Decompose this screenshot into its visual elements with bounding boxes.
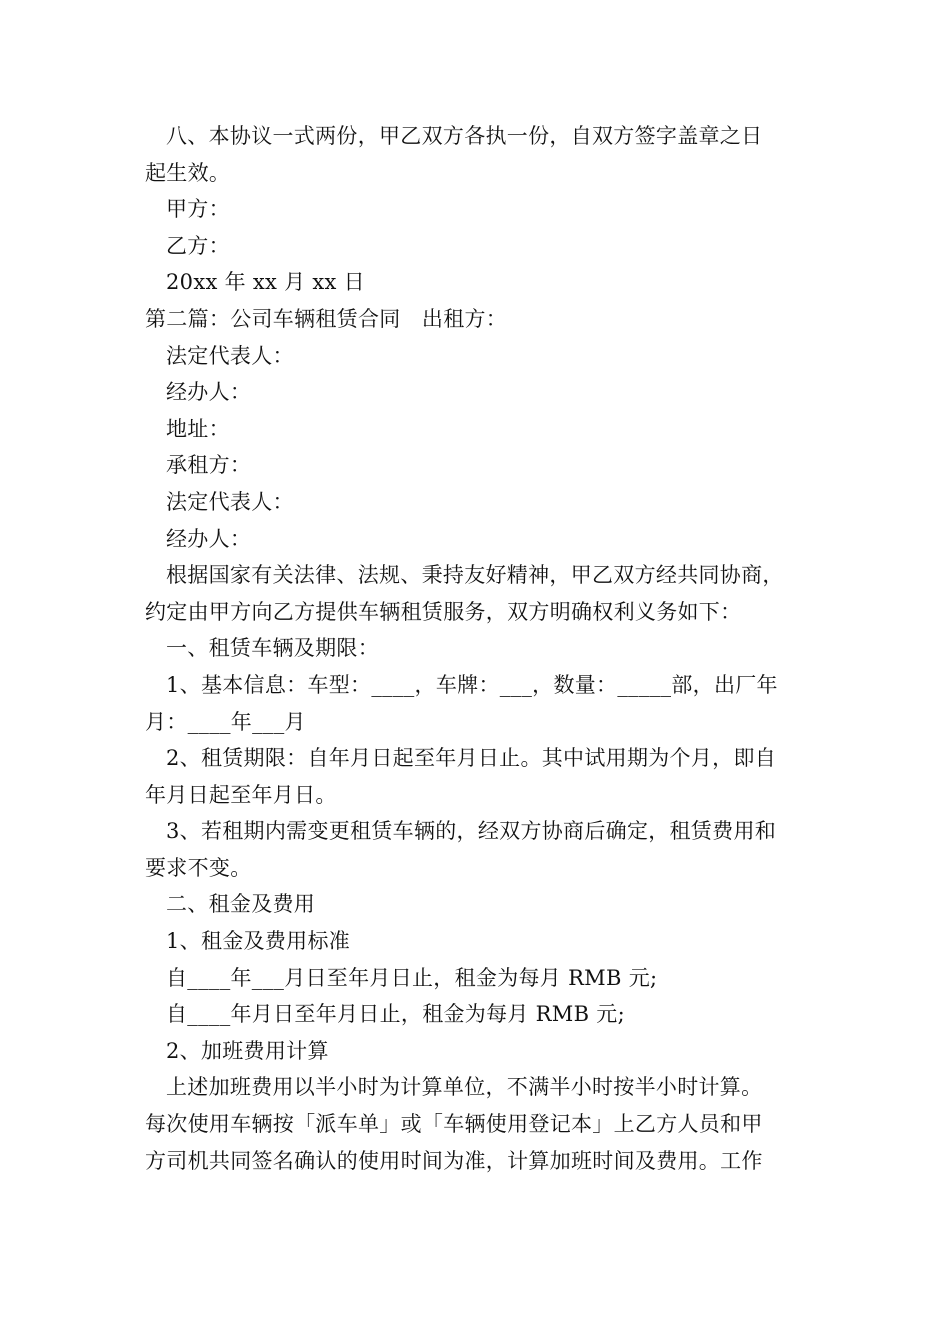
address-label: 地址： xyxy=(166,416,230,441)
lessee-representative-label: 法定代表人： xyxy=(166,489,294,514)
paragraph-line: 年月日起至年月日。 xyxy=(145,782,337,807)
paragraph-line: 1、基本信息：车型：____，车牌：___，数量：_____部，出厂年 xyxy=(166,672,778,697)
clause-heading: 二、租金及费用 xyxy=(166,892,316,917)
lessor-representative-label: 法定代表人： xyxy=(166,343,294,368)
paragraph-line: 自____年___月日至年月日止，租金为每月 RMB 元; xyxy=(166,965,658,990)
paragraph-line: 约定由甲方向乙方提供车辆租赁服务，双方明确权利义务如下： xyxy=(145,599,742,624)
paragraph-line: 每次使用车辆按「派车单」或「车辆使用登记本」上乙方人员和甲 xyxy=(145,1112,763,1137)
document-body xyxy=(145,118,810,1179)
paragraph-line: 2、租赁期限：自年月日起至年月日止。其中试用期为个月，即自 xyxy=(166,746,777,771)
subclause-heading: 1、租金及费用标准 xyxy=(166,929,351,954)
paragraph-line: 八、本协议一式两份，甲乙双方各执一份，自双方签字盖章之日 xyxy=(166,124,763,148)
subclause-heading: 2、加班费用计算 xyxy=(166,1038,329,1063)
party-a-label: 甲方： xyxy=(166,197,230,222)
paragraph-line: 自____年月日至年月日止，租金为每月 RMB 元; xyxy=(166,1002,625,1027)
date-line: 20xx 年 xx 月 xx 日 xyxy=(166,270,365,295)
lessee-label: 承租方： xyxy=(166,453,252,478)
lessor-agent-label: 经办人： xyxy=(166,380,252,405)
party-b-label: 乙方： xyxy=(166,233,230,258)
paragraph-line: 要求不变。 xyxy=(145,855,252,880)
section-heading: 第二篇：公司车辆租赁合同 出租方： xyxy=(145,306,508,331)
paragraph-line: 3、若租期内需变更租赁车辆的，经双方协商后确定，租赁费用和 xyxy=(166,819,777,844)
clause-heading: 一、租赁车辆及期限： xyxy=(166,636,379,661)
paragraph-line: 起生效。 xyxy=(145,160,231,185)
paragraph-line: 根据国家有关法律、法规、秉持友好精神，甲乙双方经共同协商， xyxy=(166,563,784,588)
paragraph-line: 上述加班费用以半小时为计算单位，不满半小时按半小时计算。 xyxy=(166,1075,763,1100)
paragraph-line: 月：____年___月 xyxy=(145,709,306,734)
paragraph-line: 方司机共同签名确认的使用时间为准，计算加班时间及费用。工作 xyxy=(145,1148,763,1173)
lessee-agent-label: 经办人： xyxy=(166,526,252,551)
